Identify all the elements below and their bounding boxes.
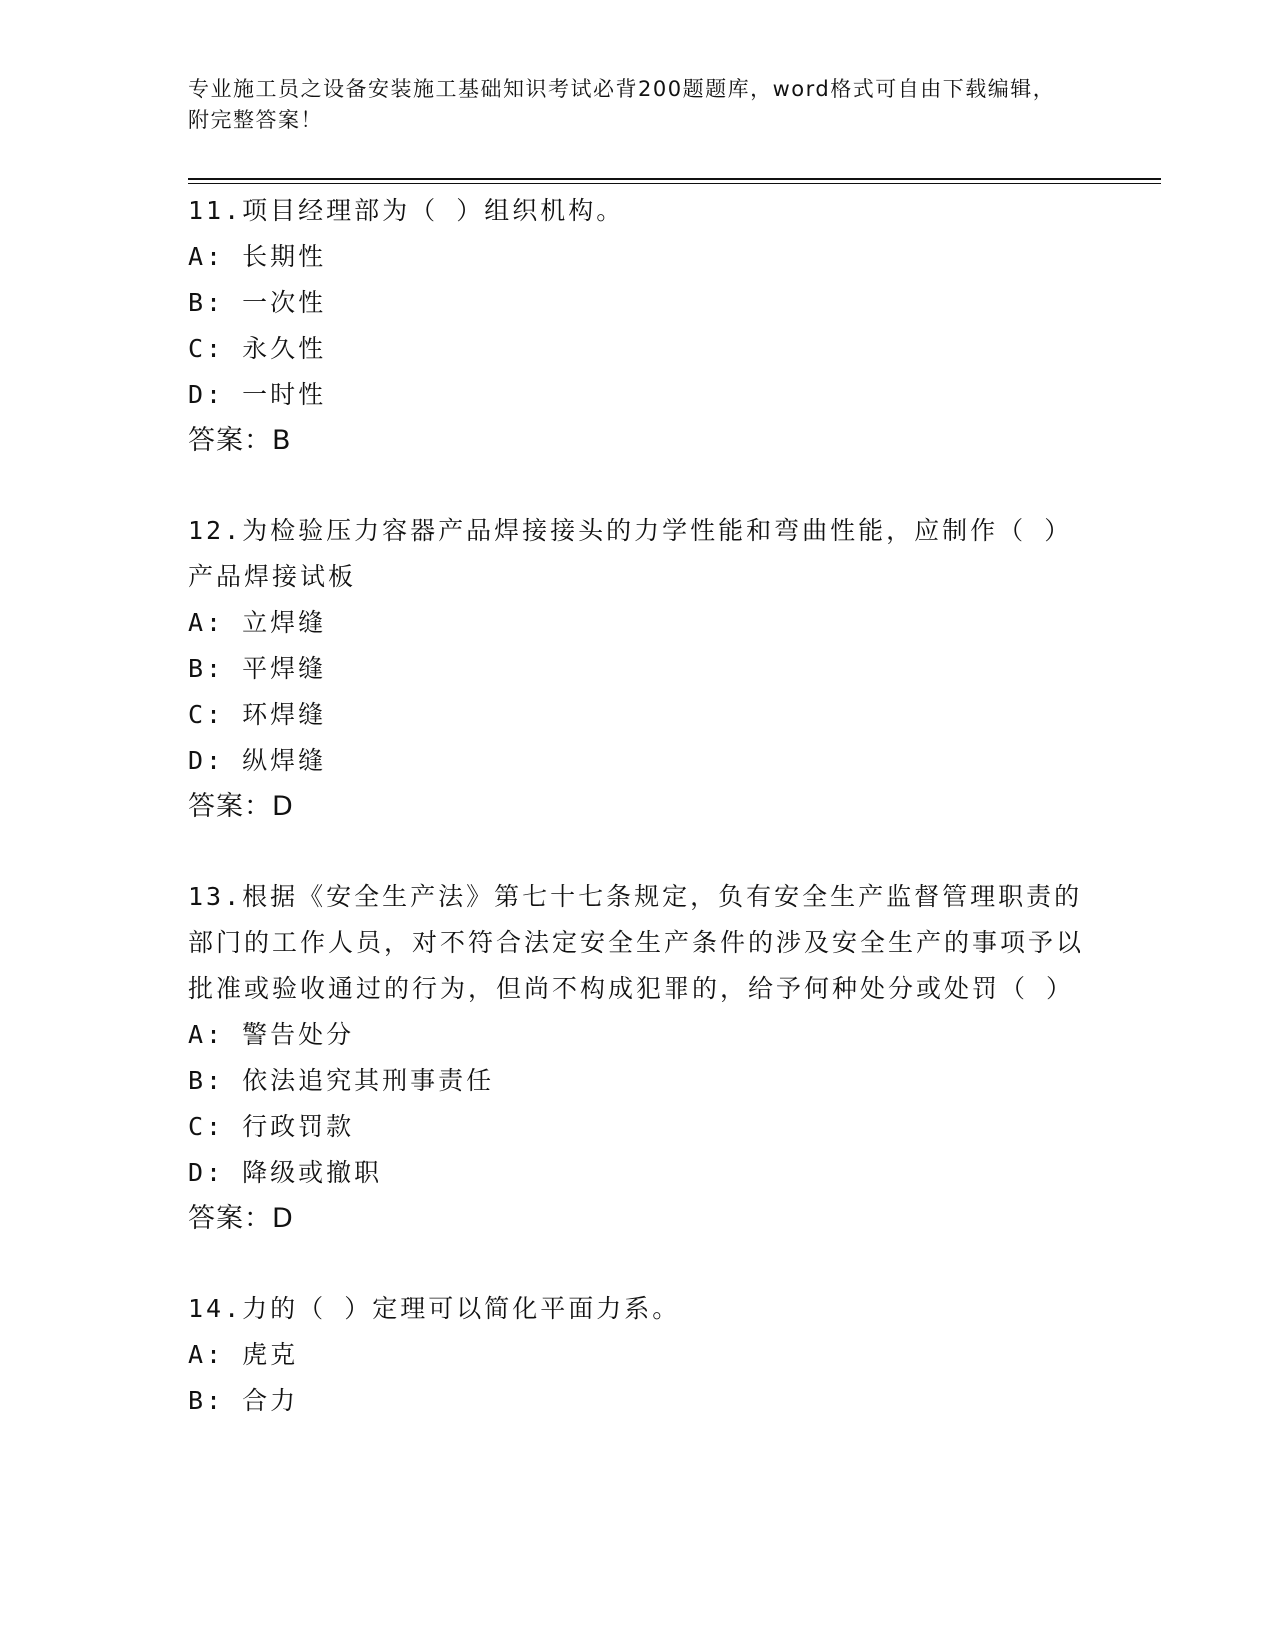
question-stem: 14.力的（ ）定理可以简化平面力系。: [188, 1294, 681, 1323]
option-c: C: 行政罚款: [188, 1112, 355, 1141]
answer-line: 答案：B: [188, 425, 292, 456]
question-13: [188, 874, 1088, 1242]
document-header: 专业施工员之设备安装施工基础知识考试必背200题题库，word格式可自由下载编辑，附完整答案！: [188, 77, 1056, 132]
header-divider-thick: [188, 178, 1161, 180]
option-a: A: 虎克: [188, 1340, 299, 1369]
question-spacer: [188, 464, 1088, 508]
option-a: A: 警告处分: [188, 1020, 355, 1049]
question-14: [188, 1286, 1088, 1424]
option-d: D: 降级或撤职: [188, 1158, 383, 1187]
question-12: [188, 508, 1088, 830]
question-stem: 12.为检验压力容器产品焊接接头的力学性能和弯曲性能，应制作（ ）产品焊接试板: [188, 516, 1073, 591]
question-stem: 13.根据《安全生产法》第七十七条规定，负有安全生产监督管理职责的部门的工作人员，对不符合法定安全生产条件的涉及安全生产的事项予以批准或验收通过的行为，但尚不构成犯罪的，给予何种处分或处罚（ ）: [188, 882, 1085, 1003]
question-11: [188, 188, 1088, 464]
question-spacer: [188, 830, 1088, 874]
option-c: C: 永久性: [188, 334, 327, 363]
header-divider-thin: [188, 183, 1161, 184]
option-b: B: 合力: [188, 1386, 299, 1415]
option-b: B: 平焊缝: [188, 654, 327, 683]
question-spacer: [188, 1242, 1088, 1286]
answer-line: 答案：D: [188, 791, 294, 822]
option-a: A: 长期性: [188, 242, 327, 271]
option-c: C: 环焊缝: [188, 700, 327, 729]
option-d: D: 一时性: [188, 380, 327, 409]
question-list: [188, 188, 1088, 1424]
question-stem: 11.项目经理部为（ ）组织机构。: [188, 196, 625, 225]
option-b: B: 依法追究其刑事责任: [188, 1066, 495, 1095]
option-d: D: 纵焊缝: [188, 746, 327, 775]
answer-line: 答案：D: [188, 1203, 294, 1234]
option-a: A: 立焊缝: [188, 608, 327, 637]
option-b: B: 一次性: [188, 288, 327, 317]
